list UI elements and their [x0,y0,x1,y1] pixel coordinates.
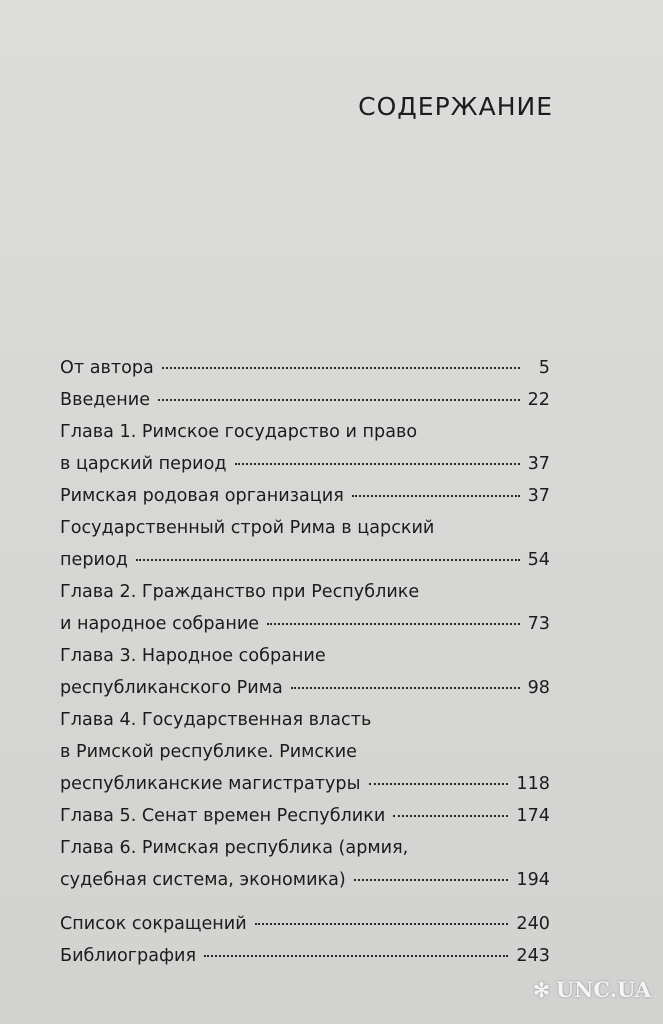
snowflake-icon: ✻ [533,977,550,1002]
toc-page-number: 73 [527,614,550,634]
toc-entry-text: Библиография [60,946,197,966]
watermark [533,977,651,1002]
dot-leader [255,923,509,925]
toc-page-number: 118 [516,774,550,794]
toc-page-number: 174 [516,806,550,826]
toc-entry-text: Введение [60,390,151,410]
toc-entry-text: судебная система, экономика) [60,870,346,890]
toc-page-number: 243 [516,946,550,966]
toc-entry [60,640,550,704]
dot-leader [291,687,520,689]
table-of-contents [60,352,550,972]
toc-entry-text: От автора [60,358,154,378]
toc-entry [60,800,550,832]
toc-entry [60,512,550,576]
toc-page-number: 5 [538,358,550,378]
toc-entry [60,832,550,896]
toc-entry-line [60,448,550,480]
toc-entry-text: Глава 6. Римская республика (армия, [60,838,409,858]
toc-entry-text: республиканские магистратуры [60,774,361,794]
toc-entry-line [60,480,550,512]
toc-entry-line [60,800,550,832]
toc-page-number: 22 [527,390,550,410]
watermark-text: UNC.UA [555,977,651,1002]
dot-leader [235,463,520,465]
toc-entry-line [60,672,550,704]
toc-entry-text: Глава 3. Народное собрание [60,646,326,666]
toc-entry-line [60,608,550,640]
toc-entry [60,940,550,972]
dot-leader [267,623,520,625]
toc-entry-line [60,384,550,416]
dot-leader [136,559,520,561]
toc-entry [60,416,550,480]
toc-entry [60,480,550,512]
toc-entry [60,576,550,640]
toc-entry-text: Глава 2. Гражданство при Республике [60,582,420,602]
toc-entry-line [60,352,550,384]
page-title: СОДЕРЖАНИЕ [358,92,553,121]
dot-leader [162,367,520,369]
toc-entry-line [60,864,550,896]
toc-page-number: 37 [527,454,550,474]
dot-leader [158,399,520,401]
dot-leader [393,815,508,817]
toc-page-number: 37 [527,486,550,506]
toc-entry-text: и народное собрание [60,614,260,634]
toc-entry-text: Государственный строй Рима в царский [60,518,435,538]
toc-page-number: 240 [516,914,550,934]
toc-entry-line [60,768,550,800]
toc-entry-line [60,940,550,972]
toc-entry-text: Глава 1. Римское государство и право [60,422,418,442]
toc-entry-text: период [60,550,128,570]
toc-entry-text: Глава 4. Государственная власть [60,710,372,730]
dot-leader [352,495,520,497]
dot-leader [354,879,509,881]
toc-entry-text: Римская родовая организация [60,486,344,506]
toc-page-number: 194 [516,870,550,890]
toc-entry [60,384,550,416]
toc-entry-text: в царский период [60,454,227,474]
toc-page-number: 98 [527,678,550,698]
toc-entry-line [60,544,550,576]
toc-entry [60,352,550,384]
toc-entry-text: в Римской республике. Римские [60,742,357,762]
toc-entry-text: Список сокращений [60,914,247,934]
toc-entry-text: Глава 5. Сенат времен Республики [60,806,386,826]
dot-leader [369,783,509,785]
toc-entry [60,908,550,940]
toc-entry-line [60,908,550,940]
toc-entry [60,704,550,800]
toc-entry-text: республиканского Рима [60,678,283,698]
dot-leader [204,955,508,957]
toc-page-number: 54 [527,550,550,570]
